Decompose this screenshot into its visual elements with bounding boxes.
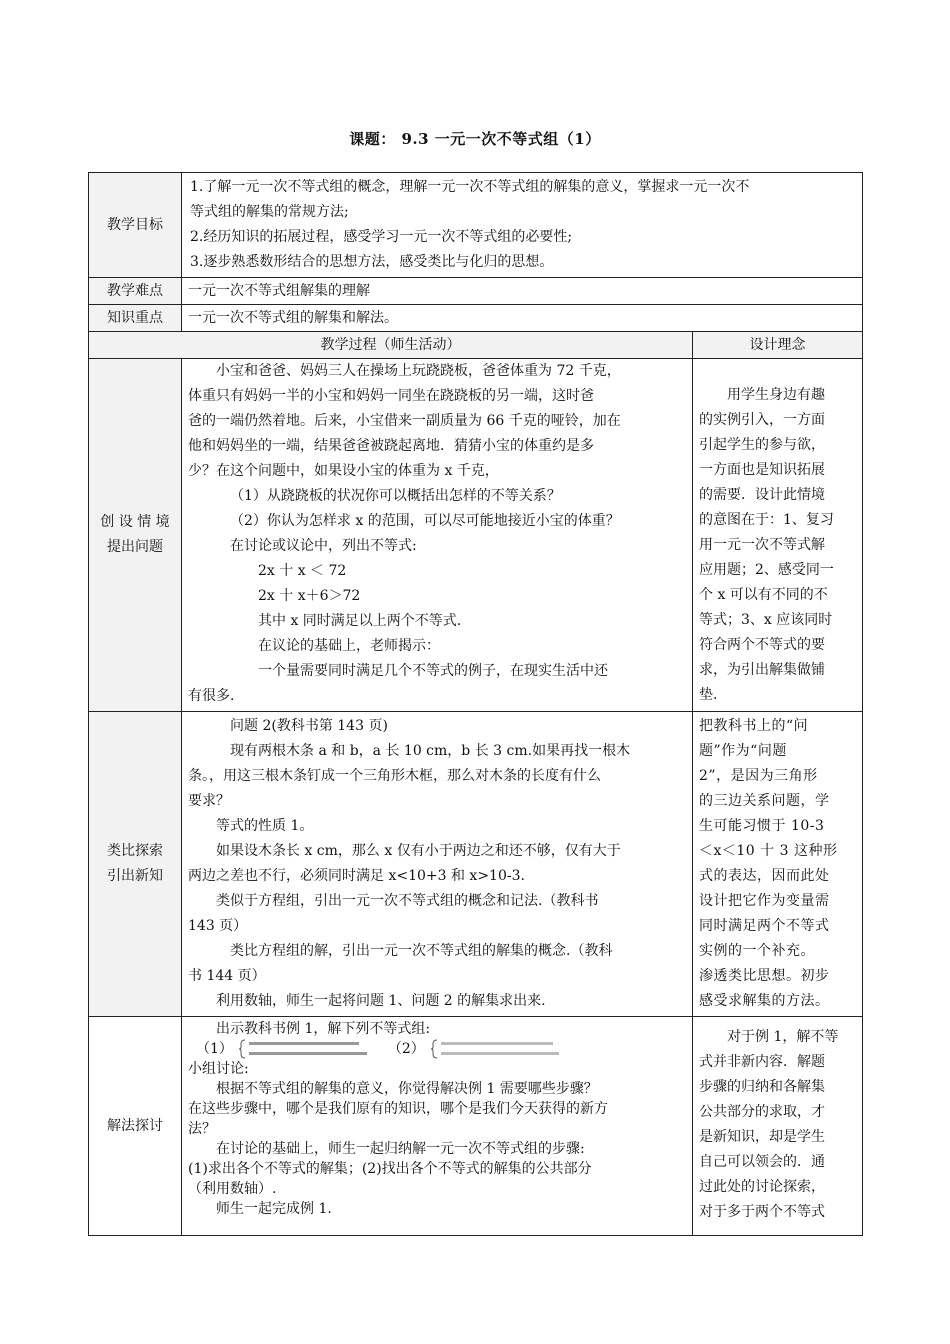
design-line: 对于多于两个不等式 xyxy=(699,1204,825,1220)
solution-line: 师生一起完成例 1. xyxy=(216,1201,332,1217)
row-section-analogy xyxy=(89,712,863,1017)
row-process-header xyxy=(89,332,863,359)
lesson-plan-table xyxy=(88,172,863,1236)
analogy-line: 类比方程组的解，引出一元一次不等式组的解集的概念.（教科 xyxy=(230,943,613,959)
solution-line: 小组讨论: xyxy=(188,1061,249,1077)
design-line: 垫. xyxy=(699,687,718,703)
design-line: 式并非新内容．解题 xyxy=(699,1054,825,1070)
design-line: 是新知识，却是学生 xyxy=(699,1129,825,1145)
row-section-solution xyxy=(89,1017,863,1236)
row-section-situation xyxy=(89,359,863,712)
design-line: 实例的一个补充。 xyxy=(699,943,815,959)
inequality-2: 2x 十 x＋6＞72 xyxy=(258,588,361,604)
design-line: 符合两个不等式的要 xyxy=(699,637,825,653)
design-line: 个 x 可以有不同的不 xyxy=(699,587,828,603)
solution-content xyxy=(182,1017,693,1236)
goals-content xyxy=(182,173,863,278)
analogy-line: 书 144 页） xyxy=(188,968,266,984)
situation-line: 体重只有妈妈一半的小宝和妈妈一同坐在跷跷板的另一端，这时爸 xyxy=(188,388,594,404)
situation-line: （2）你认为怎样求 x 的范围，可以尽可能地接近小宝的体重？ xyxy=(230,513,620,529)
situation-content xyxy=(182,359,693,712)
goals-line: 2.经历知识的拓展过程，感受学习一元一次不等式组的必要性; xyxy=(190,229,573,245)
situation-line: （1）从跷跷板的状况你可以概括出怎样的不等关系？ xyxy=(230,488,561,504)
design-line: 步骤的归纳和各解集 xyxy=(699,1079,825,1095)
inequality-system-2-image xyxy=(431,1039,561,1059)
design-line: 生可能习惯于 10-3 xyxy=(699,818,825,834)
example-systems-row xyxy=(188,1039,686,1059)
solution-line: （利用数轴）. xyxy=(188,1181,277,1197)
solution-design xyxy=(693,1017,863,1236)
design-line: 应用题；2、感受同一 xyxy=(699,562,834,578)
solution-line: 在这些步骤中，哪个是我们原有的知识，哪个是我们今天获得的新方 xyxy=(188,1101,608,1117)
analogy-line: 现有两根木条 a 和 b，a 长 10 cm，b 长 3 cm.如果再找一根木 xyxy=(230,743,631,759)
design-line: 同时满足两个不等式 xyxy=(699,918,830,934)
analogy-line: 类似于方程组，引出一元一次不等式组的概念和记法.（教科书 xyxy=(216,893,599,909)
example-2-label: （2） xyxy=(387,1041,425,1057)
solution-line: 出示教科书例 1，解下列不等式组: xyxy=(216,1021,431,1037)
page-title: 课题： 9.3 一元一次不等式组（1） xyxy=(349,130,601,148)
analogy-label xyxy=(89,712,182,1017)
analogy-label-line: 引出新知 xyxy=(107,868,163,884)
situation-line: 其中 x 同时满足以上两个不等式. xyxy=(258,613,462,629)
situation-design xyxy=(693,359,863,712)
analogy-label-line: 类比探索 xyxy=(107,843,163,859)
design-line: 一方面也是知识拓展 xyxy=(699,462,825,478)
difficulty-content: 一元一次不等式组解集的理解 xyxy=(182,278,863,305)
design-line: 引起学生的参与欲， xyxy=(699,437,825,453)
analogy-line: 等式的性质 1。 xyxy=(216,818,314,834)
inequality-1: 2x 十 x ＜ 72 xyxy=(258,563,347,579)
goals-line: 3.逐步熟悉数形结合的思想方法，感受类比与化归的思想。 xyxy=(190,254,554,270)
difficulty-label: 教学难点 xyxy=(89,278,182,305)
design-line: 的需要．设计此情境 xyxy=(699,487,825,503)
design-line: 公共部分的求取，才 xyxy=(699,1104,825,1120)
situation-line: 爸的一端仍然着地。后来，小宝借来一副质量为 66 千克的哑铃，加在 xyxy=(188,413,621,429)
situation-line: 小宝和爸爸、妈妈三人在操场上玩跷跷板，爸爸体重为 72 千克， xyxy=(216,363,621,379)
goals-label: 教学目标 xyxy=(89,173,182,278)
situation-label-line: 创 设 情 境 xyxy=(100,514,170,530)
situation-line: 一个量需要同时满足几个不等式的例子，在现实生活中还 xyxy=(258,663,608,679)
situation-line: 少？在这个问题中，如果设小宝的体重为 x 千克， xyxy=(188,463,499,479)
situation-line: 在讨论或议论中，列出不等式: xyxy=(230,538,417,554)
analogy-design xyxy=(693,712,863,1017)
design-line: 过此处的讨论探索， xyxy=(699,1179,825,1195)
solution-label: 解法探讨 xyxy=(89,1017,182,1236)
goals-line: 等式组的解集的常规方法; xyxy=(190,204,349,220)
goals-line: 1.了解一元一次不等式组的概念，理解一元一次不等式组的解集的意义，掌握求一元一次不 xyxy=(190,179,750,195)
design-line: 用一元一次不等式解 xyxy=(699,537,825,553)
analogy-line: 143 页） xyxy=(188,918,248,934)
design-line: 的实例引入，一方面 xyxy=(699,412,825,428)
situation-line: 在议论的基础上，老师揭示： xyxy=(258,638,440,654)
design-line: 自己可以领会的．通 xyxy=(699,1154,825,1170)
analogy-line: 问题 2(教科书第 143 页) xyxy=(230,718,388,734)
example-1-label: （1） xyxy=(196,1041,233,1057)
analogy-line: 条。，用这三根木条钉成一个三角形木框，那么对木条的长度有什么 xyxy=(188,768,601,784)
design-line: 渗透类比思想。初步 xyxy=(699,968,830,984)
design-line: 求，为引出解集做铺 xyxy=(699,662,825,678)
key-label: 知识重点 xyxy=(89,305,182,332)
design-line: 设计把它作为变量需 xyxy=(699,893,830,909)
design-line: 的意图在于：1、复习 xyxy=(699,512,834,528)
design-line: 题”作为“问题 xyxy=(699,743,787,759)
design-line: 的三边关系问题，学 xyxy=(699,793,830,809)
situation-label-line: 提出问题 xyxy=(107,539,163,555)
row-difficulty xyxy=(89,278,863,305)
process-header: 教学过程（师生活动） xyxy=(89,332,693,359)
analogy-line: 利用数轴，师生一起将问题 1、问题 2 的解集求出来. xyxy=(216,993,546,1009)
design-header: 设计理念 xyxy=(693,332,863,359)
design-line: ＜x＜10 十 3 这种形 xyxy=(699,843,838,859)
design-line: 用学生身边有趣 xyxy=(727,387,825,403)
key-content: 一元一次不等式组的解集和解法。 xyxy=(182,305,863,332)
design-line: 把教科书上的“问 xyxy=(699,718,809,734)
solution-line: 根据不等式组的解集的意义，你觉得解决例 1 需要哪些步骤？ xyxy=(216,1081,598,1097)
analogy-line: 两边之差也不行，必须同时满足 x<10+3 和 x>10-3. xyxy=(188,868,525,884)
situation-line: 他和妈妈坐的一端，结果爸爸被跷起离地．猜猜小宝的体重约是多 xyxy=(188,438,594,454)
solution-line: (1)求出各个不等式的解集；(2)找出各个不等式的解集的公共部分 xyxy=(188,1161,592,1177)
design-line: 2”，是因为三角形 xyxy=(699,768,818,784)
design-line: 等式；3、x 应该同时 xyxy=(699,612,833,628)
design-line: 感受求解集的方法。 xyxy=(699,993,830,1009)
row-key xyxy=(89,305,863,332)
analogy-line: 如果设木条长 x cm，那么 x 仅有小于两边之和还不够，仅有大于 xyxy=(216,843,621,859)
situation-line: 有很多. xyxy=(188,688,235,704)
solution-line: 在讨论的基础上，师生一起归纳解一元一次不等式组的步骤: xyxy=(216,1141,585,1157)
solution-line: 法？ xyxy=(188,1121,216,1137)
row-goals xyxy=(89,173,863,278)
design-line: 式的表达，因而此处 xyxy=(699,868,830,884)
analogy-line: 要求？ xyxy=(188,793,230,809)
situation-label xyxy=(89,359,182,712)
inequality-system-1-image xyxy=(239,1039,369,1059)
analogy-content xyxy=(182,712,693,1017)
design-line: 对于例 1，解不等 xyxy=(727,1029,839,1045)
